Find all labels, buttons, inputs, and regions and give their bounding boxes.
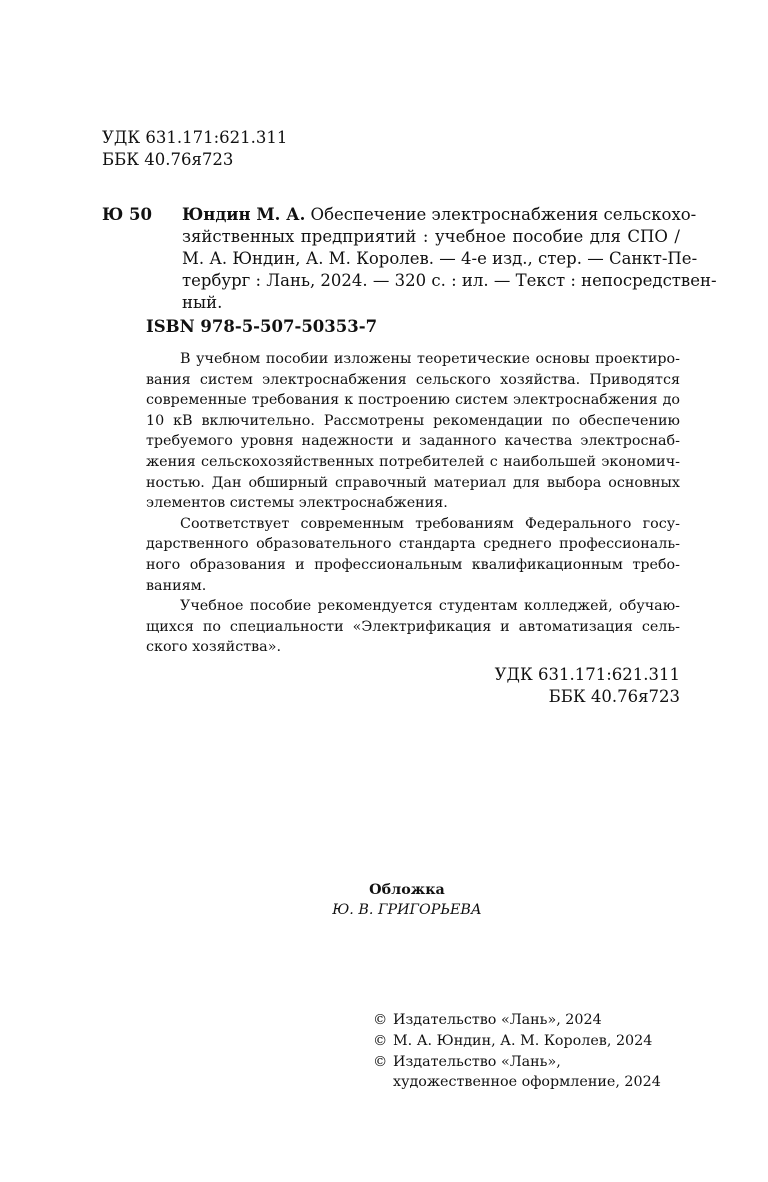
copyright-line bbox=[373, 1010, 661, 1031]
annotation-line: Соответствует современным требованиям Федерального госу- bbox=[180, 515, 680, 532]
udk-code: УДК 631.171:621.311 bbox=[102, 128, 288, 147]
annotation-line: ваниям. bbox=[146, 577, 207, 594]
cover-designer: Ю. В. ГРИГОРЬЕВА bbox=[332, 902, 482, 918]
udk-code: УДК 631.171:621.311 bbox=[494, 665, 680, 684]
copyright-icon: © bbox=[373, 1032, 388, 1049]
annotation-line: требуемого уровня надежности и заданного качества электроснаб- bbox=[146, 433, 680, 450]
cover-label: Обложка bbox=[369, 882, 445, 898]
annotation-line: ского хозяйства». bbox=[146, 639, 281, 656]
annotation-line: ностью. Дан обширный справочный материал для выбора основных bbox=[146, 474, 680, 491]
annotation-line: В учебном пособии изложены теоретические основы проектиро- bbox=[180, 351, 680, 367]
cover-credit bbox=[0, 880, 768, 920]
annotation-line: ного образования и профессиональным квалификационным требо- bbox=[146, 556, 680, 573]
bib-line: М. А. Юндин, А. М. Королев. — 4-е изд., стер. — Санкт-Пе- bbox=[182, 249, 698, 268]
copyright-icon: © bbox=[373, 1053, 388, 1070]
copyright-text: Издательство «Лань», 2024 bbox=[393, 1012, 602, 1028]
bib-line bbox=[182, 204, 697, 226]
annotation-line: элементов системы электроснабжения. bbox=[146, 495, 448, 512]
copyright-continuation: художественное оформление, 2024 bbox=[393, 1074, 661, 1091]
copyright-block bbox=[373, 1010, 661, 1093]
author-sign: Ю 50 bbox=[102, 205, 152, 224]
udk-block-bottom bbox=[495, 664, 680, 708]
annotation-line: дарственного образовательного стандарта среднего профессиональ- bbox=[146, 536, 680, 553]
copyright-text: М. А. Юндин, А. М. Королев, 2024 bbox=[393, 1032, 653, 1049]
copyright-line bbox=[373, 1052, 661, 1073]
annotation-line: щихся по специальности «Электрификация и автоматизация сель- bbox=[146, 618, 680, 635]
annotation-line: Учебное пособие рекомендуется студентам колледжей, обучаю- bbox=[180, 598, 680, 615]
bbk-code: ББК 40.76я723 bbox=[548, 687, 680, 706]
bibliographic-description bbox=[182, 204, 717, 314]
isbn: ISBN 978-5-507-50353-7 bbox=[146, 317, 378, 336]
bib-line: ный. bbox=[182, 293, 223, 312]
copyright-text: Издательство «Лань», bbox=[393, 1053, 561, 1070]
bib-line-text: Обеспечение электроснабжения сельскохо- bbox=[305, 205, 697, 224]
annotation bbox=[146, 349, 680, 658]
copyright-icon: © bbox=[373, 1012, 388, 1028]
annotation-line: современные требования к построению систем электроснабжения до bbox=[146, 392, 680, 409]
author-name: Юндин М. А. bbox=[182, 205, 306, 224]
bib-line: тербург : Лань, 2024. — 320 с. : ил. — Текст : непосредствен- bbox=[182, 271, 717, 290]
bbk-code: ББК 40.76я723 bbox=[102, 150, 234, 169]
udk-block-top bbox=[102, 127, 287, 171]
annotation-line: жения сельскохозяйственных потребителей с наибольшей экономич- bbox=[146, 453, 680, 470]
copyright-line bbox=[373, 1031, 661, 1052]
bib-line: зяйственных предприятий : учебное пособие для СПО / bbox=[182, 227, 680, 246]
annotation-line: вания систем электроснабжения сельского хозяйства. Приводятся bbox=[146, 371, 680, 388]
annotation-line: 10 кВ включительно. Рассмотрены рекомендации по обеспечению bbox=[146, 412, 680, 429]
